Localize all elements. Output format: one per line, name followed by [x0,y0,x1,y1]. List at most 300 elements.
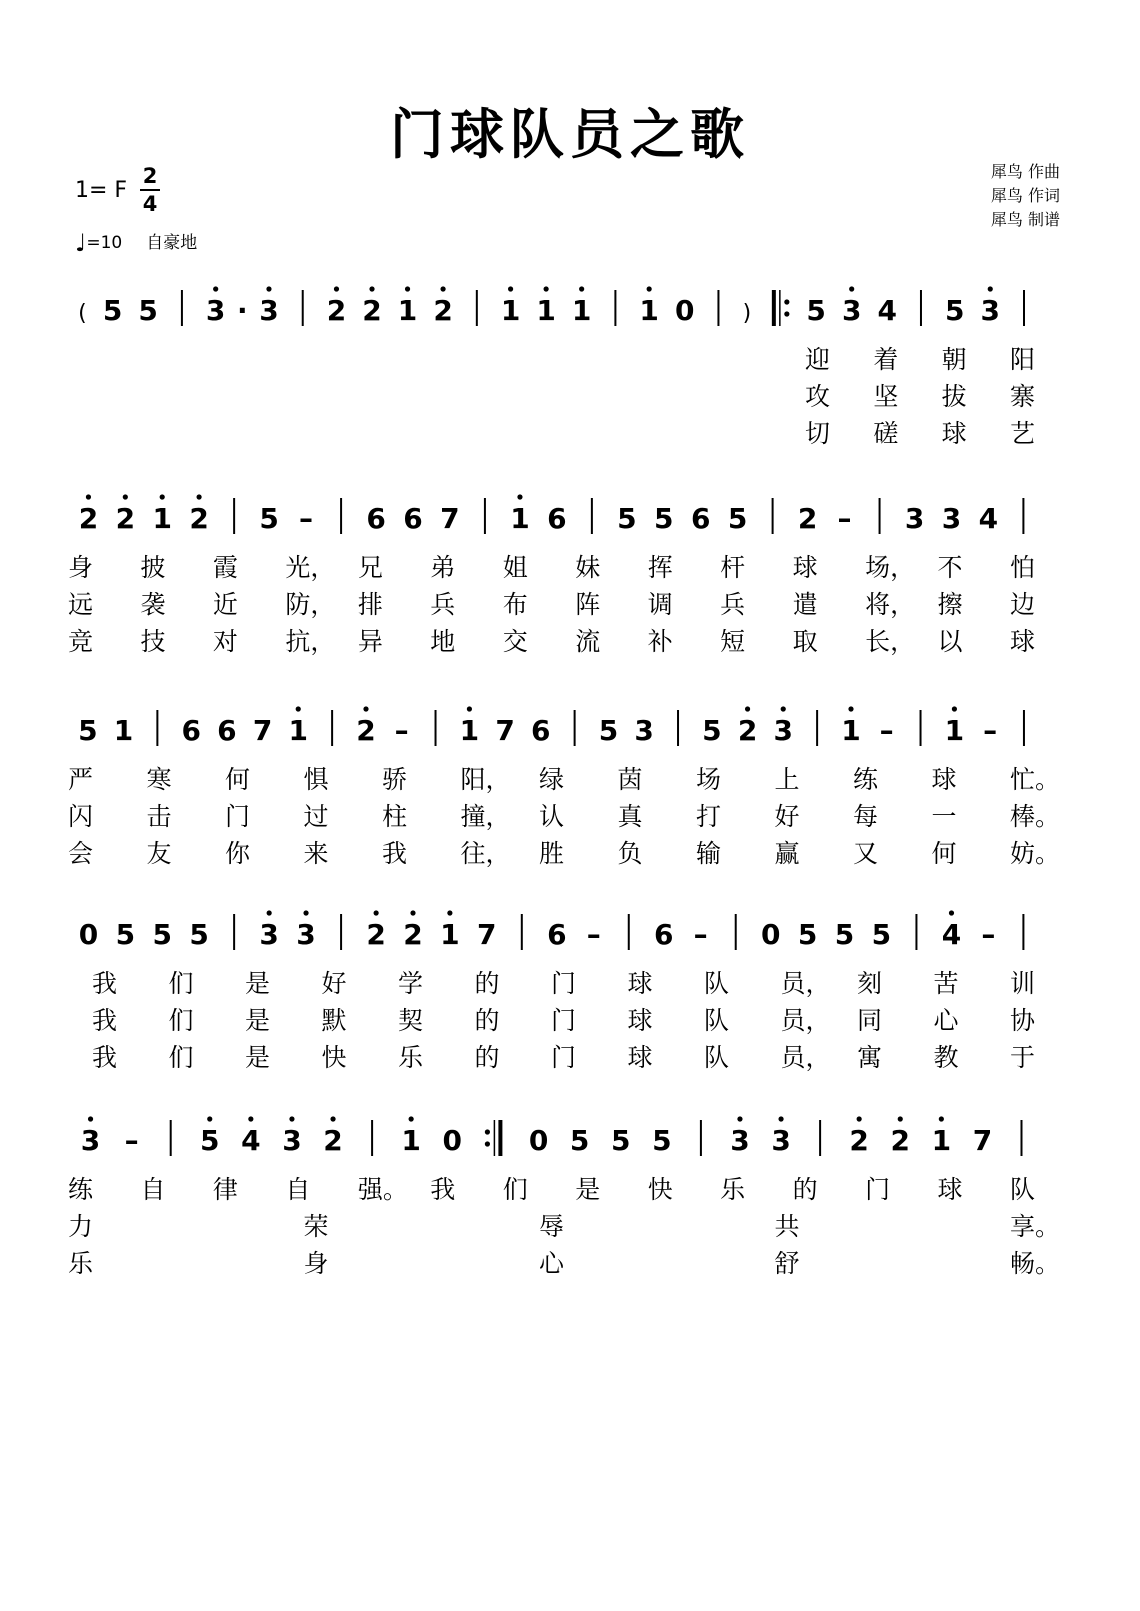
lyric-char: 坚 [873,382,899,411]
note: 6 [217,714,237,747]
lyric-char: 何 [931,839,957,868]
lyric-char: 的 [792,1175,818,1204]
lyric-char: 何 [225,765,251,794]
lyric-char: 对 [212,627,238,656]
lyric-char: 自 [140,1175,166,1204]
note: 1 [152,502,172,535]
dash-note: – [299,502,314,535]
lyric-char: 好 [774,802,800,831]
lyric-char: 的 [474,1043,500,1072]
octave-dot [952,706,957,711]
lyric-char: 忙。 [1010,765,1061,794]
lyric-char: 异 [357,627,383,656]
note: 2 [323,1124,343,1157]
lyric-char: 排 [357,590,383,619]
lyric-char: 球 [627,969,653,998]
note: 3 [205,294,226,327]
lyric-char: 兵 [720,590,746,619]
note: 6 [366,502,386,535]
song-title: 门球队员之歌 [390,103,750,166]
octave-dot [289,1116,294,1121]
lyric-char: 霞 [212,553,238,582]
octave-dot [949,910,954,915]
note: 6 [690,502,711,535]
note: 3 [259,294,279,327]
octave-dot [266,286,271,291]
lyric-char: 认 [539,802,565,831]
lyric-char: 调 [647,590,673,619]
note: 1 [510,502,530,535]
lyric-char: 布 [502,590,528,619]
note: 5 [569,1124,590,1157]
lyric-char: 撞， [460,802,511,831]
octave-dot [857,1116,862,1121]
lyric-char: 们 [502,1175,528,1204]
note: 3 [941,502,962,535]
lyric-char: 门 [225,802,251,831]
note: 5 [652,1124,672,1157]
lyric-char: 强。 [357,1175,408,1204]
lyric-char: 球 [1010,627,1036,656]
dash-note: – [981,918,996,951]
lyric-char: 队 [704,969,730,998]
lyric-char: 身 [303,1249,329,1278]
lyric-char: 辱 [539,1212,565,1241]
lyric-char: 朝 [941,345,967,374]
note: 3 [980,294,1000,327]
dash-note: – [394,714,409,747]
note: 1 [841,714,861,747]
note: 5 [115,918,136,951]
lyric-char: 场， [865,553,916,582]
note: 2 [403,918,423,951]
lyric-char: 往， [460,839,511,868]
lyric-char: 队 [1010,1175,1036,1204]
lyric-char: 自 [285,1175,311,1204]
note: 5 [259,502,279,535]
note: 2 [115,502,136,535]
note: 5 [102,294,123,327]
note: 5 [598,714,619,747]
note: 3 [771,1124,791,1157]
octave-dot [737,1116,742,1121]
octave-dot [745,706,750,711]
note: 6 [403,502,423,535]
lyric-char: 赢 [774,839,800,868]
lyric-char: 阵 [575,590,601,619]
note: 5 [654,502,674,535]
octave-dot [447,910,452,915]
lyric-char: 于 [1010,1043,1036,1072]
octave-dot [778,1116,783,1121]
octave-dot [369,286,374,291]
note: 5 [152,918,172,951]
octave-dot [517,494,522,499]
octave-dot [988,286,993,291]
lyric-char: 抗， [285,627,336,656]
lyric-char: 弟 [430,553,456,582]
lyric-char: 遣 [792,590,818,619]
lyric-char: 兄 [357,553,383,582]
lyric-char: 打 [696,802,722,831]
key-signature: 1= F [75,178,128,203]
octave-dot [579,286,584,291]
composer-credit: 犀鸟 作曲 [990,162,1060,181]
note: 7 [477,918,497,951]
dash-note: – [693,918,708,951]
note: 7 [440,502,460,535]
parenthesis: ( [78,301,87,326]
note: 2 [737,714,758,747]
note: 2 [366,918,386,951]
lyric-char: 训 [1010,969,1036,998]
lyric-char: 绿 [539,765,565,794]
note: 5 [871,918,892,951]
lyric-char: 畅。 [1010,1249,1061,1278]
note: 6 [547,918,567,951]
lyric-char: 我 [92,969,118,998]
lyric-char: 杆 [720,553,746,582]
note: 5 [702,714,722,747]
lyric-char: 们 [168,1006,194,1035]
lyric-char: 技 [140,627,166,656]
octave-dot [508,286,513,291]
lyric-char: 乐 [398,1043,424,1072]
note: 4 [877,294,897,327]
note: 1 [459,714,480,747]
lyric-char: 以 [937,627,963,656]
note: 6 [547,502,567,535]
octave-dot [440,286,445,291]
note: 6 [654,918,674,951]
note: 2 [362,294,382,327]
octave-dot [207,1116,212,1121]
lyric-char: 寨 [1010,382,1036,411]
octave-dot [160,494,165,499]
lyric-char: 一 [931,802,957,831]
dash-note: – [879,714,894,747]
lyric-char: 光， [285,553,336,582]
octave-dot [303,910,308,915]
lyric-char: 好 [321,969,347,998]
lyric-char: 的 [474,1006,500,1035]
lyric-char: 将， [865,590,916,619]
note: 4 [978,502,999,535]
lyric-char: 袭 [140,590,166,619]
note: 1 [397,294,418,327]
octave-dot [330,1116,335,1121]
lyric-char: 惧 [303,765,329,794]
lyric-char: 默 [321,1006,347,1035]
note: 1 [113,714,134,747]
lyric-char: 球 [941,419,967,448]
note: 5 [727,502,748,535]
expression-marking: 自豪地 [146,233,198,253]
lyric-char: 心 [933,1006,959,1035]
lyric-char: 每 [853,802,879,831]
octave-dot [848,706,853,711]
octave-dot [647,286,652,291]
octave-dot [409,1116,414,1121]
note: 1 [440,918,460,951]
note: 5 [617,502,637,535]
time-signature-bottom: 4 [142,192,158,216]
lyric-char: 门 [865,1175,891,1204]
note: 4 [241,1124,261,1157]
lyric-char: 快 [647,1175,673,1204]
lyric-char: 棒。 [1010,802,1061,831]
lyric-char: 上 [774,765,800,794]
note: 5 [944,294,965,327]
octave-dot [544,286,549,291]
lyric-char: 律 [212,1175,238,1204]
note: 3 [730,1124,750,1157]
note: 5 [78,714,98,747]
octave-dot [849,286,854,291]
lyric-char: 门 [551,969,577,998]
note: 3 [80,1124,101,1157]
note: 5 [138,294,158,327]
note: 7 [495,714,515,747]
octave-dot [248,1116,253,1121]
lyric-char: 们 [168,969,194,998]
lyric-char: 我 [382,839,408,868]
lyric-char: 擦 [937,590,963,619]
lyric-char: 负 [617,839,643,868]
lyric-char: 击 [146,802,172,831]
note: 2 [356,714,376,747]
octave-dot [196,494,201,499]
lyric-char: 我 [92,1043,118,1072]
lyric-char: 快 [321,1043,347,1072]
dash-note: – [124,1124,139,1157]
tempo-value: =10 [86,233,123,253]
octave-dot [296,706,301,711]
lyric-char: 的 [474,969,500,998]
quarter-note-icon: ♩ [75,229,87,257]
lyric-char: 教 [933,1043,959,1072]
repeat-dot [485,1141,490,1146]
note: 2 [797,502,818,535]
lyric-char: 享。 [1010,1212,1061,1241]
repeat-dot [784,311,789,316]
note: 6 [181,714,201,747]
note: 1 [500,294,521,327]
parenthesis: ) [742,301,752,326]
lyric-char: 员， [780,1043,831,1072]
lyric-char: 防， [285,590,336,619]
lyric-char: 球 [627,1006,653,1035]
octave-dot [898,1116,903,1121]
lyric-char: 妨。 [1010,839,1061,868]
lyric-char: 门 [551,1043,577,1072]
lyric-char: 是 [245,1043,271,1072]
lyric-char: 短 [720,627,746,656]
lyric-char: 乐 [68,1249,94,1278]
note: 5 [189,918,209,951]
dash-note: – [837,502,852,535]
octave-dot [123,494,128,499]
octave-dot [334,286,339,291]
note: 5 [797,918,818,951]
lyric-char: 学 [398,969,424,998]
octave-dot [267,910,272,915]
note: · [237,294,248,327]
lyric-char: 心 [539,1249,565,1278]
lyric-char: 交 [502,627,528,656]
note: 3 [282,1124,302,1157]
lyric-char: 球 [931,765,957,794]
lyric-char: 球 [792,553,818,582]
note: 0 [528,1124,549,1157]
lyric-char: 寒 [146,765,172,794]
lyric-char: 同 [857,1006,883,1035]
note: 3 [773,714,793,747]
note: 2 [326,294,347,327]
lyric-char: 柱 [382,802,408,831]
lyricist-credit: 犀鸟 作词 [990,186,1060,205]
lyric-char: 球 [627,1043,653,1072]
lyric-char: 门 [551,1006,577,1035]
lyric-char: 不 [937,553,963,582]
lyric-char: 们 [168,1043,194,1072]
lyric-char: 茵 [617,765,643,794]
lyric-char: 是 [575,1175,601,1204]
octave-dot [86,494,91,499]
lyric-char: 队 [704,1043,730,1072]
lyric-char: 练 [68,1175,94,1204]
lyric-char: 会 [68,839,94,868]
note: 1 [639,294,659,327]
lyric-char: 练 [853,765,879,794]
dash-note: – [983,714,998,747]
note: 0 [442,1124,462,1157]
lyric-char: 阳， [460,765,511,794]
lyric-char: 迎 [805,345,831,374]
lyric-char: 披 [140,553,166,582]
lyric-char: 荣 [303,1212,329,1241]
lyric-char: 妹 [575,553,601,582]
lyric-char: 阳 [1010,345,1036,374]
lyric-char: 是 [245,969,271,998]
note: 0 [674,294,695,327]
octave-dot [363,706,368,711]
note: 3 [634,714,654,747]
lyric-char: 刻 [857,969,883,998]
lyric-char: 兵 [430,590,456,619]
lyric-char: 流 [575,627,601,656]
dash-note: – [586,918,601,951]
lyric-char: 磋 [873,419,899,448]
lyric-char: 切 [805,419,831,448]
lyric-char: 远 [68,590,94,619]
time-signature-top: 2 [142,164,158,188]
octave-dot [939,1116,944,1121]
lyric-char: 姐 [502,553,528,582]
lyric-char: 过 [303,802,329,831]
repeat-dot [485,1129,490,1134]
note: 5 [200,1124,220,1157]
note: 2 [189,502,209,535]
note: 2 [890,1124,910,1157]
lyric-char: 苦 [933,969,959,998]
note: 1 [571,294,592,327]
note: 0 [761,918,781,951]
lyric-char: 员， [780,969,831,998]
octave-dot [374,910,379,915]
lyric-char: 输 [696,839,722,868]
note: 2 [849,1124,869,1157]
lyric-char: 挥 [647,553,673,582]
lyric-char: 地 [430,627,456,656]
lyric-char: 乐 [720,1175,746,1204]
octave-dot [213,286,218,291]
note: 6 [530,714,551,747]
lyric-char: 骄 [382,765,408,794]
lyric-char: 闪 [68,802,94,831]
lyric-char: 近 [212,590,238,619]
note: 3 [259,918,279,951]
lyric-char: 力 [68,1212,94,1241]
octave-dot [467,706,472,711]
note: 1 [931,1124,952,1157]
octave-dot [410,910,415,915]
lyric-char: 着 [873,345,899,374]
lyric-char: 队 [704,1006,730,1035]
lyric-char: 边 [1010,590,1036,619]
lyric-char: 你 [225,839,251,868]
note: 3 [296,918,316,951]
lyric-char: 攻 [805,382,831,411]
note: 7 [252,714,273,747]
lyric-char: 共 [774,1212,800,1241]
note: 5 [834,918,855,951]
lyric-char: 契 [398,1006,424,1035]
octave-dot [405,286,410,291]
lyric-char: 胜 [539,839,565,868]
note: 7 [972,1124,993,1157]
lyric-char: 员， [780,1006,831,1035]
lyric-char: 补 [647,627,673,656]
repeat-dot [784,299,789,304]
note: 1 [288,714,308,747]
note: 1 [944,714,965,747]
lyric-char: 长， [865,627,916,656]
lyric-char: 真 [617,802,643,831]
lyric-char: 竞 [68,627,94,656]
lyric-char: 怕 [1010,553,1036,582]
lyric-char: 球 [937,1175,963,1204]
octave-dot [781,706,786,711]
lyric-char: 身 [68,553,94,582]
lyric-char: 协 [1010,1006,1036,1035]
lyric-char: 场 [696,765,722,794]
engraver-credit: 犀鸟 制谱 [990,210,1060,229]
note: 1 [401,1124,421,1157]
octave-dot [88,1116,93,1121]
note: 4 [941,918,962,951]
lyric-char: 又 [853,839,879,868]
note: 3 [904,502,925,535]
lyric-char: 取 [792,627,818,656]
lyric-char: 我 [430,1175,456,1204]
lyric-char: 拔 [941,382,967,411]
lyric-char: 我 [92,1006,118,1035]
lyric-char: 艺 [1010,419,1036,448]
note: 0 [78,918,99,951]
note: 5 [806,294,826,327]
lyric-char: 来 [303,839,329,868]
